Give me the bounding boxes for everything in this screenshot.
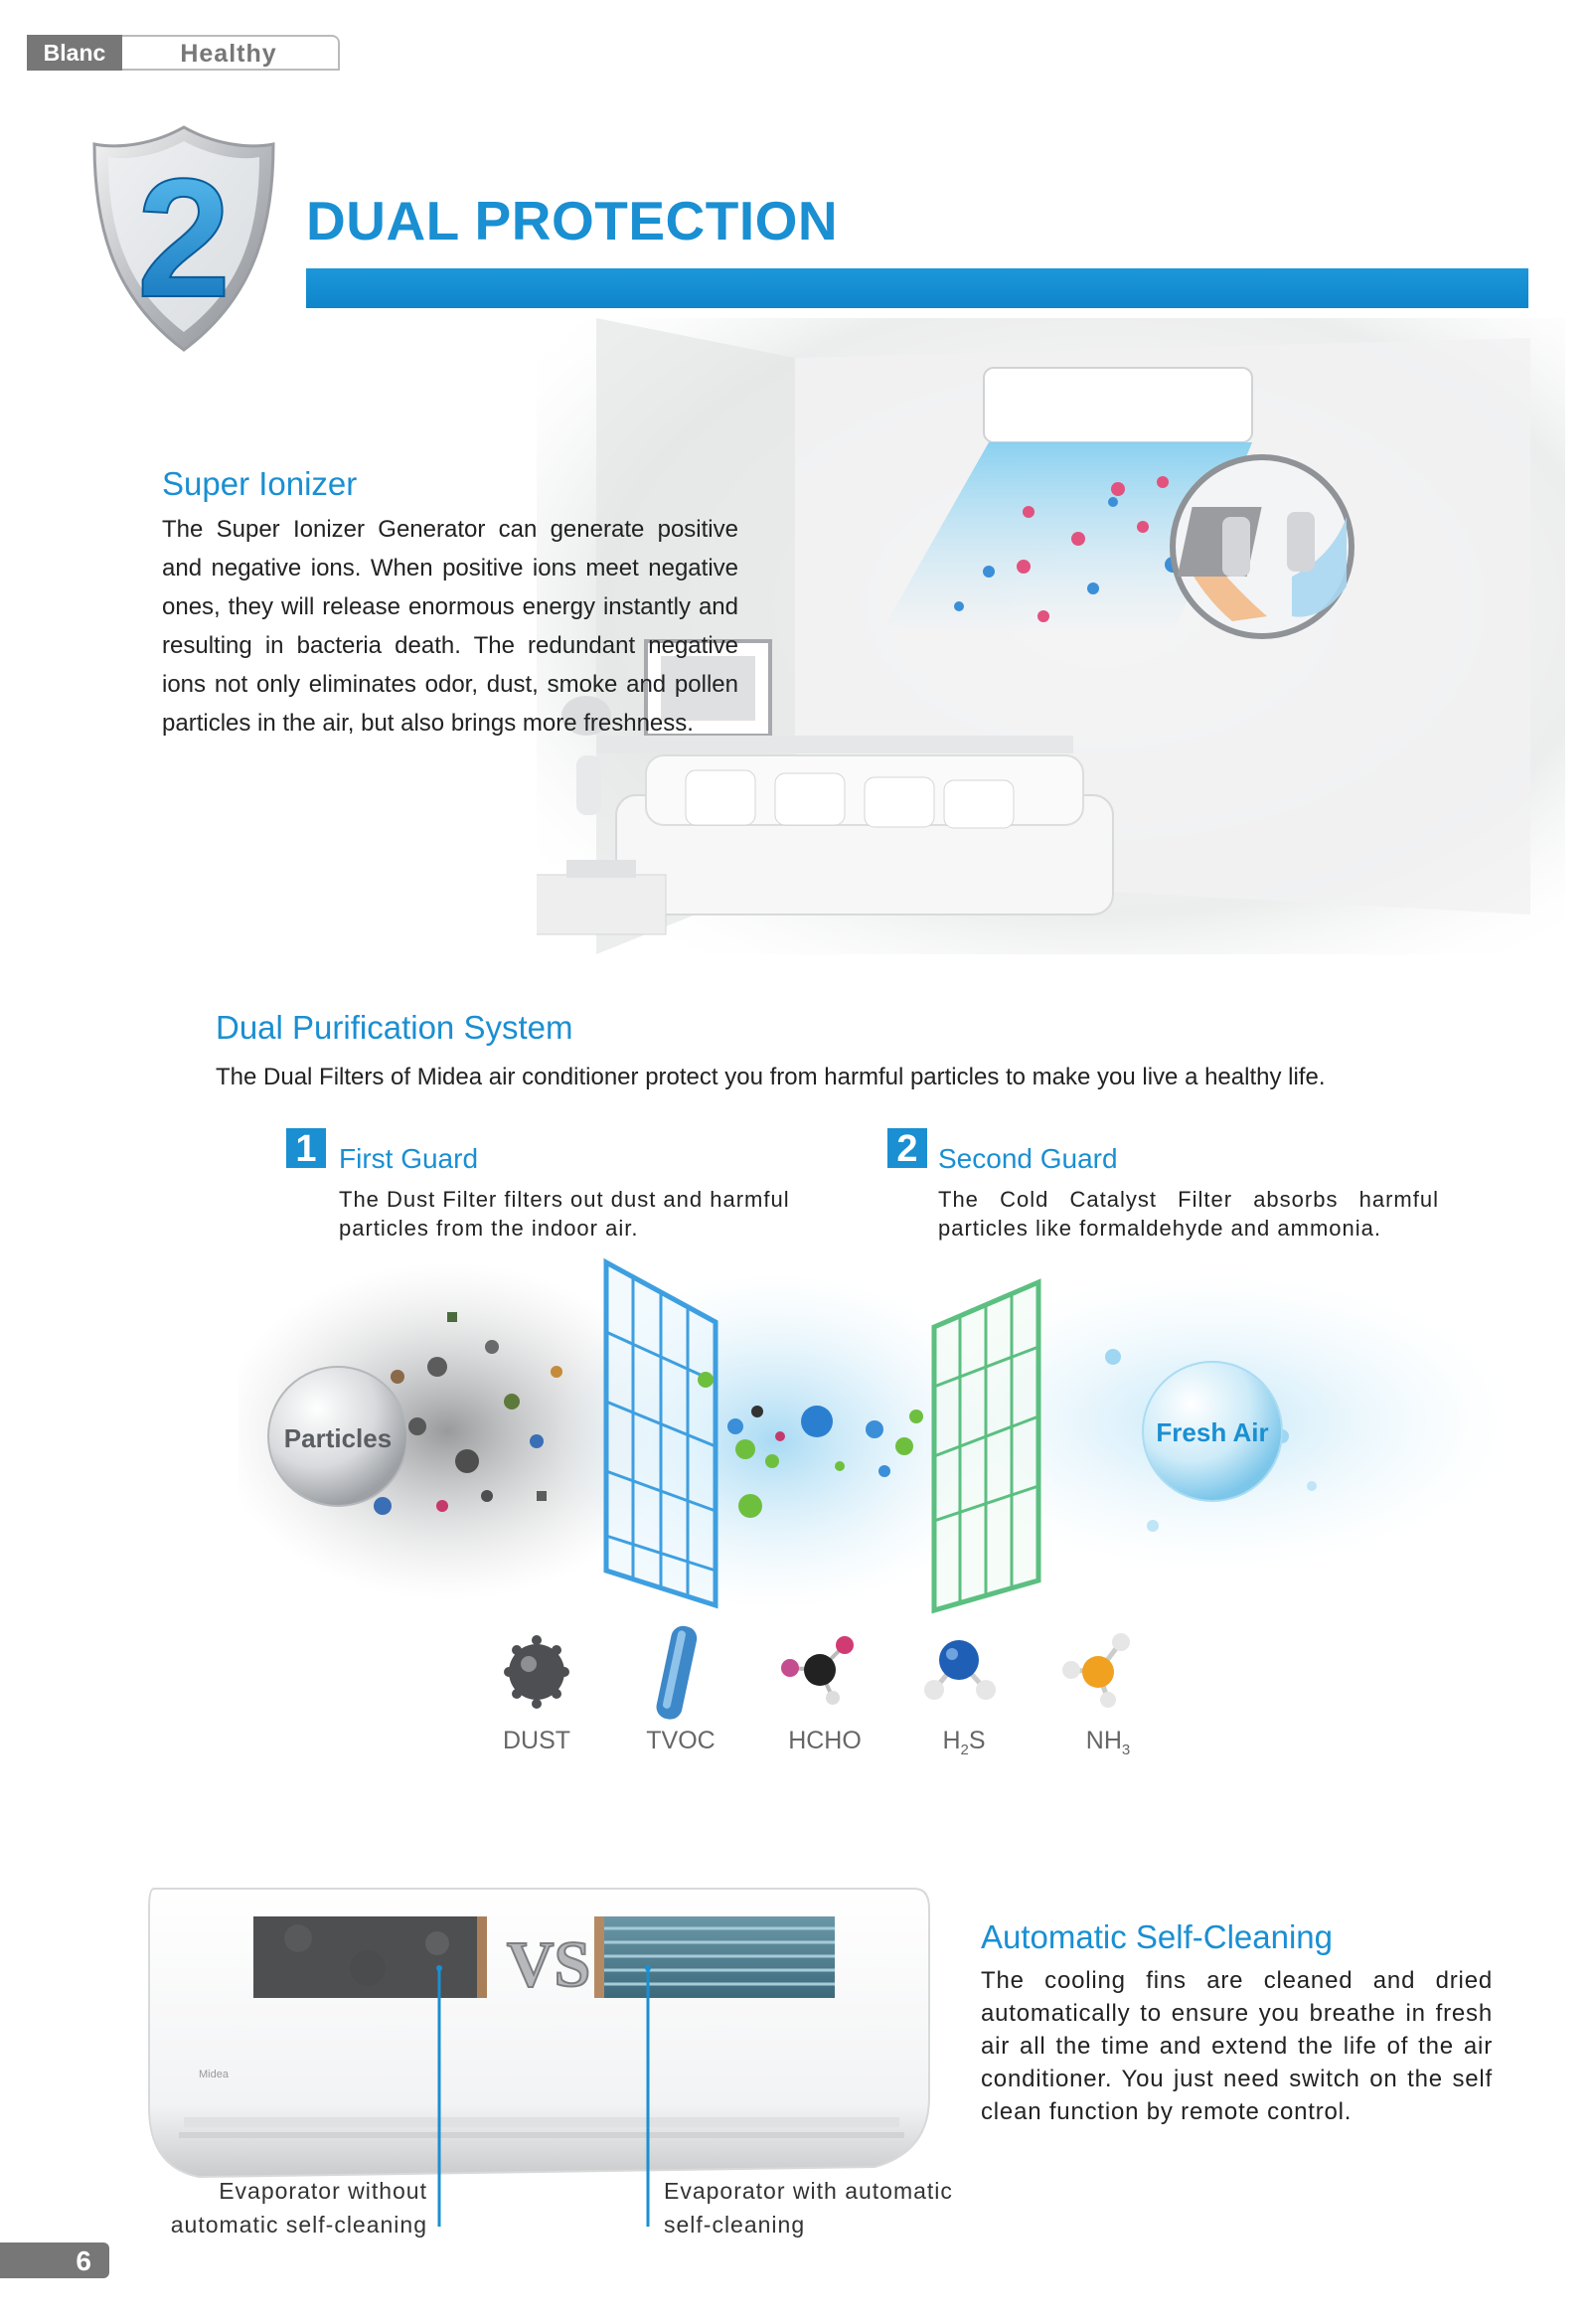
pollutant-label-dust: DUST [502, 1727, 571, 1754]
pollutant-label-tvoc: TVOC [646, 1727, 716, 1754]
tvoc-cylinder-icon [646, 1620, 706, 1725]
pollutant-legend [467, 1630, 1222, 1759]
particles-bubble-label: Particles [283, 1423, 393, 1453]
text-line: The Super Ionizer Generator can generate positive [162, 516, 738, 543]
text-line: conditioner. You just need switch on the self [981, 2066, 1493, 2092]
section-tab: Healthy [180, 40, 277, 68]
text-line: and negative ions. When positive ions meet negative [162, 555, 738, 581]
wall-ac-unit [984, 368, 1252, 442]
self-cleaning-heading: Automatic Self-Cleaning [981, 1918, 1334, 1955]
dust-filter [606, 1262, 716, 1605]
text-line: ones, they will release enormous energy instantly and [162, 593, 738, 620]
text-line: The Dust Filter filters out dust and harmful [339, 1187, 790, 1212]
first-guard-title: First Guard [339, 1143, 479, 1174]
dirty-evaporator [253, 1916, 487, 1998]
pollutant-label-hcho: HCHO [788, 1727, 862, 1754]
text-line: self-cleaning [664, 2212, 806, 2238]
text-line: particles like formaldehyde and ammonia. [938, 1216, 1381, 1241]
pollutant-label-h2s: $H_2S$ [942, 1727, 986, 1758]
page-number: 6 [0, 2242, 109, 2278]
pollutant-label-nh3: $NH_3$ [1085, 1727, 1131, 1758]
shield-badge [84, 119, 283, 358]
text-line: automatic self-cleaning [170, 2212, 427, 2238]
filtration-illustration [239, 1252, 1530, 1650]
text-line: clean function by remote control. [981, 2098, 1353, 2125]
clean-evaporator [594, 1916, 835, 1998]
dual-purification-heading: Dual Purification System [216, 1009, 573, 1046]
nh3-molecule-icon [1053, 1630, 1143, 1710]
text-line: The cooling fins are cleaned and dried [981, 1967, 1493, 1994]
caption-with-self-cleaning [664, 2174, 1002, 2241]
guard-1-number-badge: 1 [286, 1128, 326, 1168]
title-underline-bar [306, 268, 1528, 308]
self-cleaning-illustration [139, 1869, 934, 2227]
text-line: particles from the indoor air. [339, 1216, 639, 1241]
second-guard-text [938, 1185, 1439, 1243]
page-title: DUAL PROTECTION [306, 190, 839, 251]
text-line: The Cold Catalyst Filter absorbs harmful [938, 1187, 1439, 1212]
cold-catalyst-filter [934, 1282, 1038, 1610]
text-line: resulting in bacteria death. The redundant negative [162, 632, 738, 659]
super-ionizer-body [162, 510, 738, 743]
shield-icon [84, 119, 283, 358]
caption-without-self-cleaning [149, 2174, 427, 2241]
svg-text:Midea: Midea [199, 2069, 229, 2080]
text-line: automatically to ensure you breathe in fresh [981, 2000, 1493, 2027]
dual-purification-description: The Dual Filters of Midea air conditioner protect you from harmful particles to make you live a healthy life. [216, 1064, 1326, 1090]
hcho-molecule-icon [775, 1630, 865, 1710]
first-guard-text [339, 1185, 856, 1243]
text-line: Evaporator without [219, 2178, 427, 2204]
h2s-molecule-icon [914, 1630, 1004, 1710]
guard-2-number-badge: 2 [887, 1128, 927, 1168]
second-guard-title: Second Guard [938, 1143, 1118, 1174]
self-cleaning-body [981, 1964, 1493, 2128]
sofa [616, 755, 1113, 914]
dust-particle-icon [497, 1630, 576, 1710]
text-line: ions not only eliminates odor, dust, smoke and pollen [162, 671, 738, 698]
text-line: particles in the air, but also brings more freshness. [162, 710, 694, 737]
badge-number: 2 [136, 144, 232, 333]
vs-label: VS [506, 1928, 591, 2001]
super-ionizer-heading: Super Ionizer [162, 465, 358, 502]
text-line: air all the time and extend the life of the air [981, 2033, 1493, 2060]
fresh-air-bubble-label: Fresh Air [1156, 1417, 1269, 1447]
text-line: Evaporator with automatic [664, 2178, 953, 2204]
brand-tab: Blanc [27, 35, 122, 71]
